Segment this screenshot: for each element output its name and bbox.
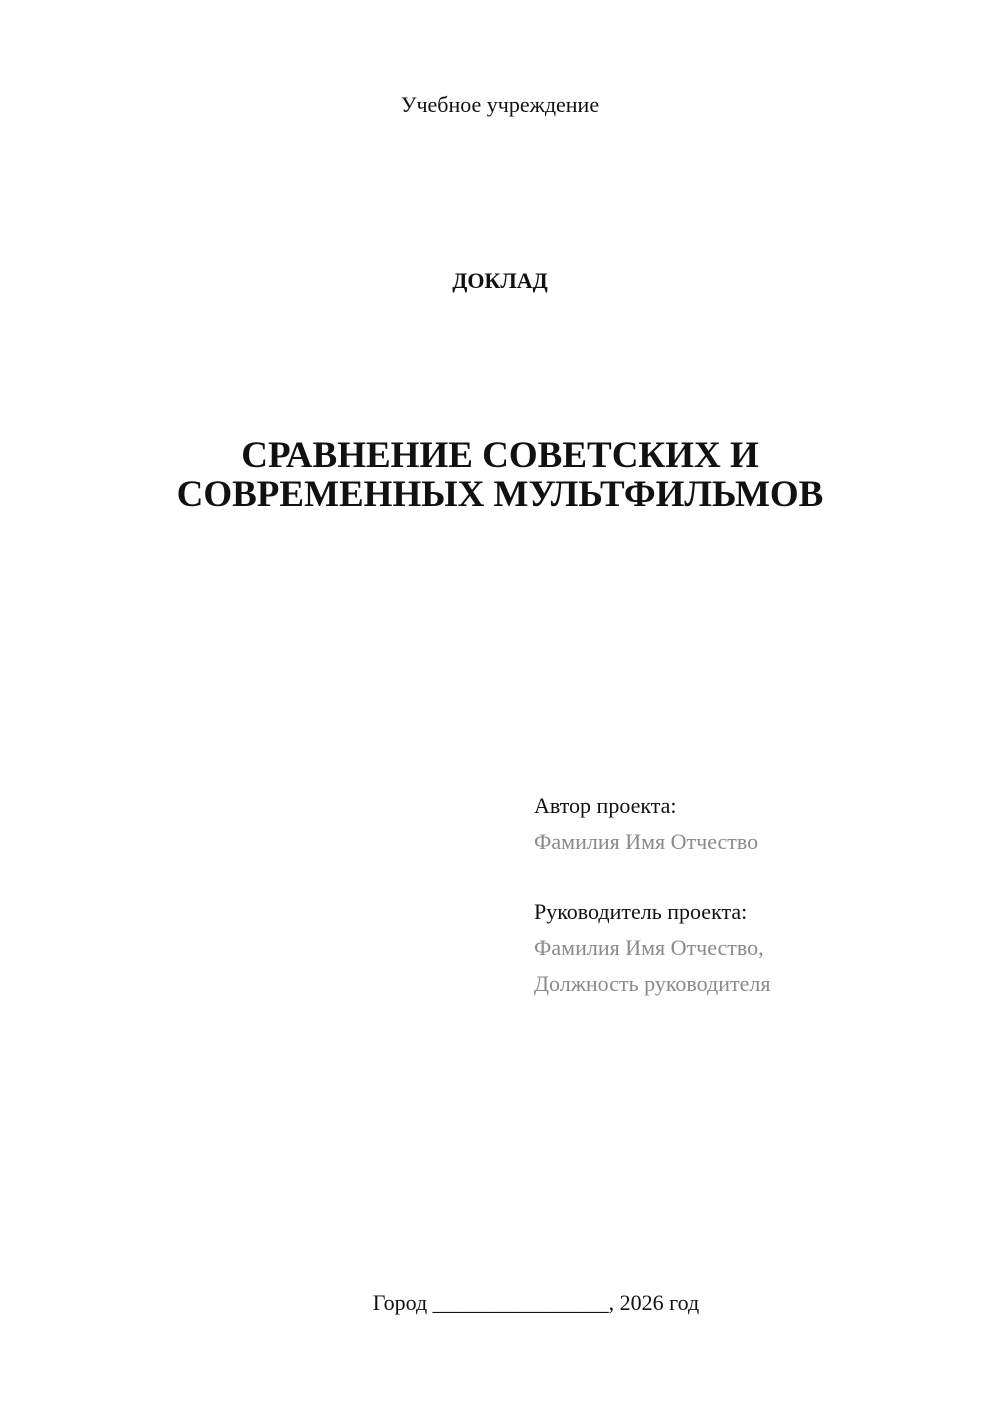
city-label: Город bbox=[372, 1290, 428, 1315]
year-text: , 2026 год bbox=[608, 1290, 700, 1315]
document-title-line-1: СРАВНЕНИЕ СОВЕТСКИХ И bbox=[241, 435, 759, 476]
city-blank: ________________ bbox=[432, 1290, 609, 1315]
city-year-line bbox=[0, 1290, 1000, 1316]
project-info bbox=[534, 788, 974, 1002]
document-type: ДОКЛАД bbox=[452, 268, 548, 293]
spacer bbox=[534, 860, 974, 894]
author-name: Фамилия Имя Отчество bbox=[534, 829, 759, 854]
supervisor-position: Должность руководителя bbox=[534, 971, 771, 996]
supervisor-label: Руководитель проекта: bbox=[534, 899, 748, 924]
document-title-line-2: СОВРЕМЕННЫХ МУЛЬТФИЛЬМОВ bbox=[176, 474, 824, 515]
document-title bbox=[0, 436, 1000, 514]
author-label: Автор проекта: bbox=[534, 793, 677, 818]
institution-name: Учебное учреждение bbox=[400, 92, 600, 117]
supervisor-name: Фамилия Имя Отчество, bbox=[534, 935, 764, 960]
